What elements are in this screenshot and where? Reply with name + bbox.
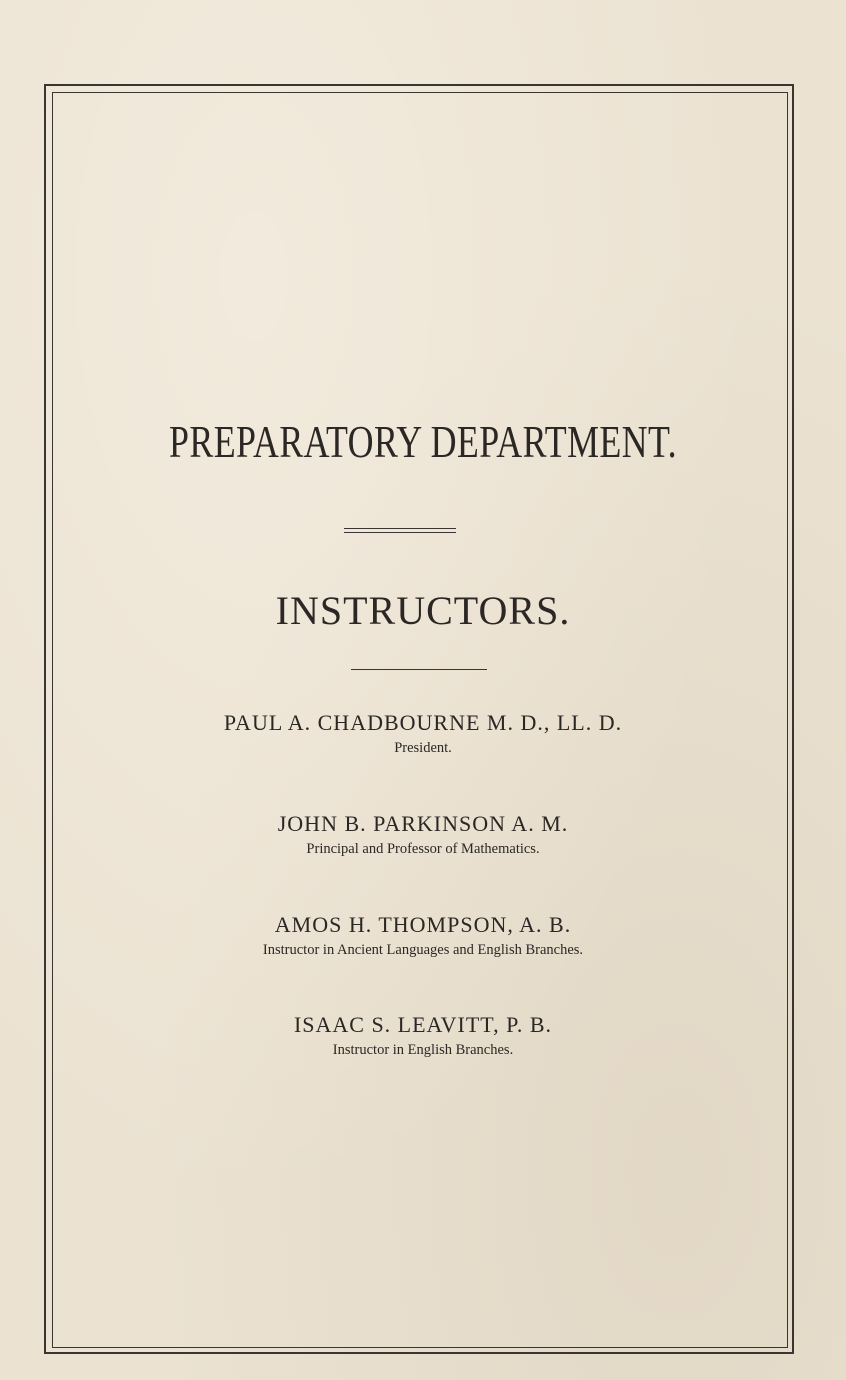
instructor-role: Instructor in English Branches.	[332, 1042, 514, 1058]
instructor-name: PAUL A. CHADBOURNE M. D., LL. D.	[223, 710, 623, 735]
instructor-name: ISAAC S. LEAVITT, P. B.	[293, 1012, 553, 1037]
instructor-role: Principal and Professor of Mathematics.	[306, 841, 540, 857]
double-rule-divider	[344, 528, 456, 533]
single-rule-divider	[351, 669, 487, 670]
instructor-role: Instructor in Ancient Languages and English Branches.	[262, 942, 584, 958]
instructor-entry	[0, 810, 846, 860]
instructor-name: AMOS H. THOMPSON, A. B.	[274, 912, 572, 937]
instructor-name: JOHN B. PARKINSON A. M.	[277, 811, 569, 836]
instructor-entry	[0, 911, 846, 961]
page-title: PREPARATORY DEPARTMENT.	[169, 416, 677, 467]
instructor-entry	[0, 1011, 846, 1061]
instructor-role: President.	[394, 740, 452, 756]
instructor-entry	[0, 709, 846, 759]
section-heading: INSTRUCTORS.	[275, 588, 571, 633]
